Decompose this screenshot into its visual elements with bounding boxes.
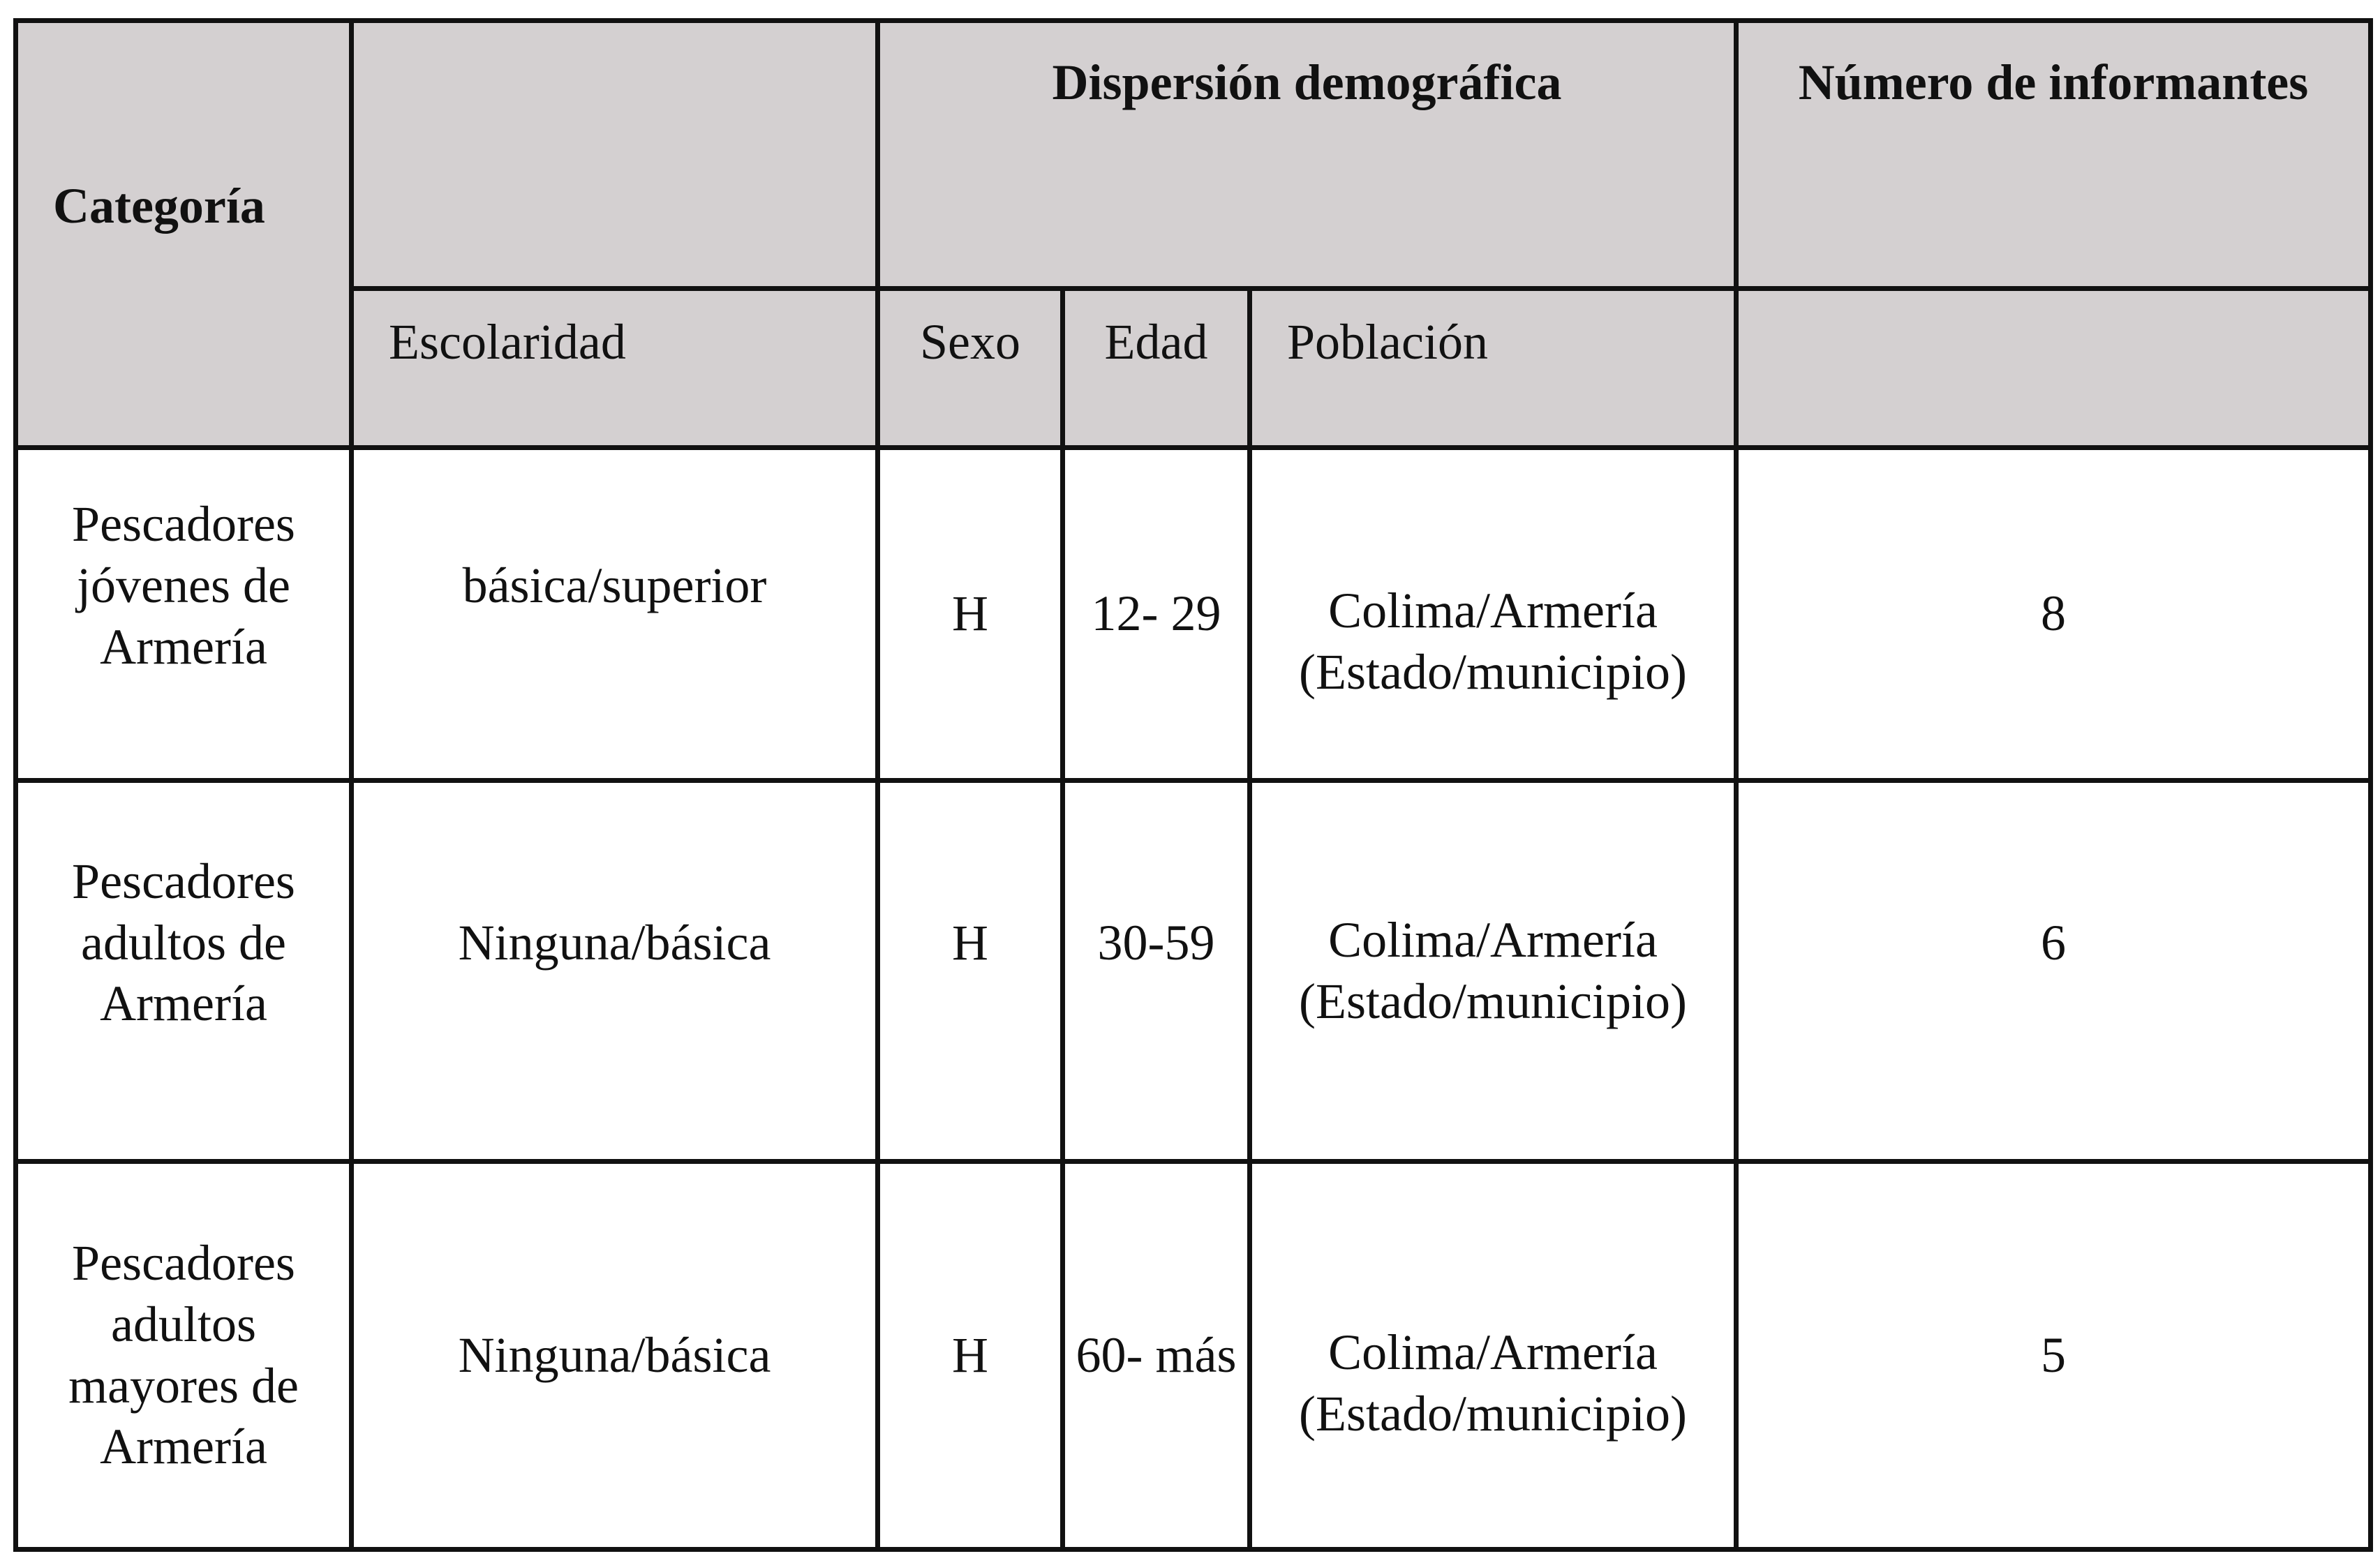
cell-edad	[1063, 781, 1250, 1162]
header-dispersion	[878, 21, 1736, 289]
poblacion-line: (Estado/municipio)	[1299, 1385, 1687, 1442]
poblacion-line: (Estado/municipio)	[1299, 973, 1687, 1029]
cell-escolaridad	[352, 781, 878, 1162]
numero-value: 6	[2041, 914, 2066, 971]
cell-edad	[1063, 1162, 1250, 1550]
cell-categoria	[16, 448, 352, 781]
categoria-line: adultos de	[81, 914, 286, 971]
header-empty-cell	[352, 21, 878, 289]
edad-value: 12- 29	[1091, 585, 1221, 642]
categoria-line: jóvenes de	[77, 558, 290, 614]
cell-categoria	[16, 781, 352, 1162]
cell-numero	[1736, 1162, 2371, 1550]
header-escolaridad	[352, 289, 878, 448]
header-categoria	[16, 21, 352, 448]
cell-poblacion	[1250, 1162, 1736, 1550]
table-row	[16, 1162, 2371, 1550]
header-escolaridad-label: Escolaridad	[389, 314, 626, 370]
header-categoria-label: Categoría	[53, 177, 265, 234]
cell-escolaridad	[352, 448, 878, 781]
demographic-table	[13, 18, 2373, 1552]
header-sexo	[878, 289, 1063, 448]
categoria-line: Armería	[100, 1419, 267, 1475]
categoria-line: Armería	[100, 975, 267, 1032]
categoria-line: mayores de	[68, 1357, 299, 1414]
table-row	[16, 448, 2371, 781]
categoria-line: adultos	[111, 1296, 256, 1352]
poblacion-line: Colima/Armería	[1328, 911, 1658, 968]
escolaridad-value: Ninguna/básica	[458, 1326, 771, 1383]
numero-value: 5	[2041, 1326, 2066, 1383]
header-sexo-label: Sexo	[920, 314, 1020, 370]
edad-value: 60- más	[1076, 1326, 1237, 1383]
table-row	[16, 781, 2371, 1162]
cell-poblacion	[1250, 448, 1736, 781]
categoria-line: Pescadores	[72, 853, 295, 909]
header-poblacion	[1250, 289, 1736, 448]
poblacion-line: Colima/Armería	[1328, 1324, 1658, 1380]
poblacion-line: (Estado/municipio)	[1299, 644, 1687, 700]
header-edad	[1063, 289, 1250, 448]
poblacion-line: Colima/Armería	[1328, 583, 1658, 639]
header-poblacion-label: Población	[1287, 314, 1488, 370]
cell-poblacion	[1250, 781, 1736, 1162]
cell-edad	[1063, 448, 1250, 781]
edad-value: 30-59	[1097, 914, 1215, 971]
cell-numero	[1736, 448, 2371, 781]
sexo-value: H	[952, 1326, 988, 1383]
cell-numero	[1736, 781, 2371, 1162]
header-numero	[1736, 21, 2371, 289]
sexo-value: H	[952, 914, 988, 971]
sexo-value: H	[952, 585, 988, 642]
cell-sexo	[878, 448, 1063, 781]
categoria-line: Armería	[100, 618, 267, 675]
escolaridad-value: básica/superior	[462, 558, 767, 614]
header-edad-label: Edad	[1104, 314, 1208, 370]
cell-sexo	[878, 1162, 1063, 1550]
escolaridad-value: Ninguna/básica	[458, 914, 771, 971]
cell-escolaridad	[352, 1162, 878, 1550]
numero-value: 8	[2041, 585, 2066, 642]
cell-categoria	[16, 1162, 352, 1550]
categoria-line: Pescadores	[72, 496, 295, 553]
header-numero-label: Número de informantes	[1798, 54, 2309, 110]
cell-sexo	[878, 781, 1063, 1162]
header-empty-subcell	[1736, 289, 2371, 448]
categoria-line: Pescadores	[72, 1234, 295, 1291]
header-dispersion-label: Dispersión demográfica	[1052, 54, 1562, 110]
